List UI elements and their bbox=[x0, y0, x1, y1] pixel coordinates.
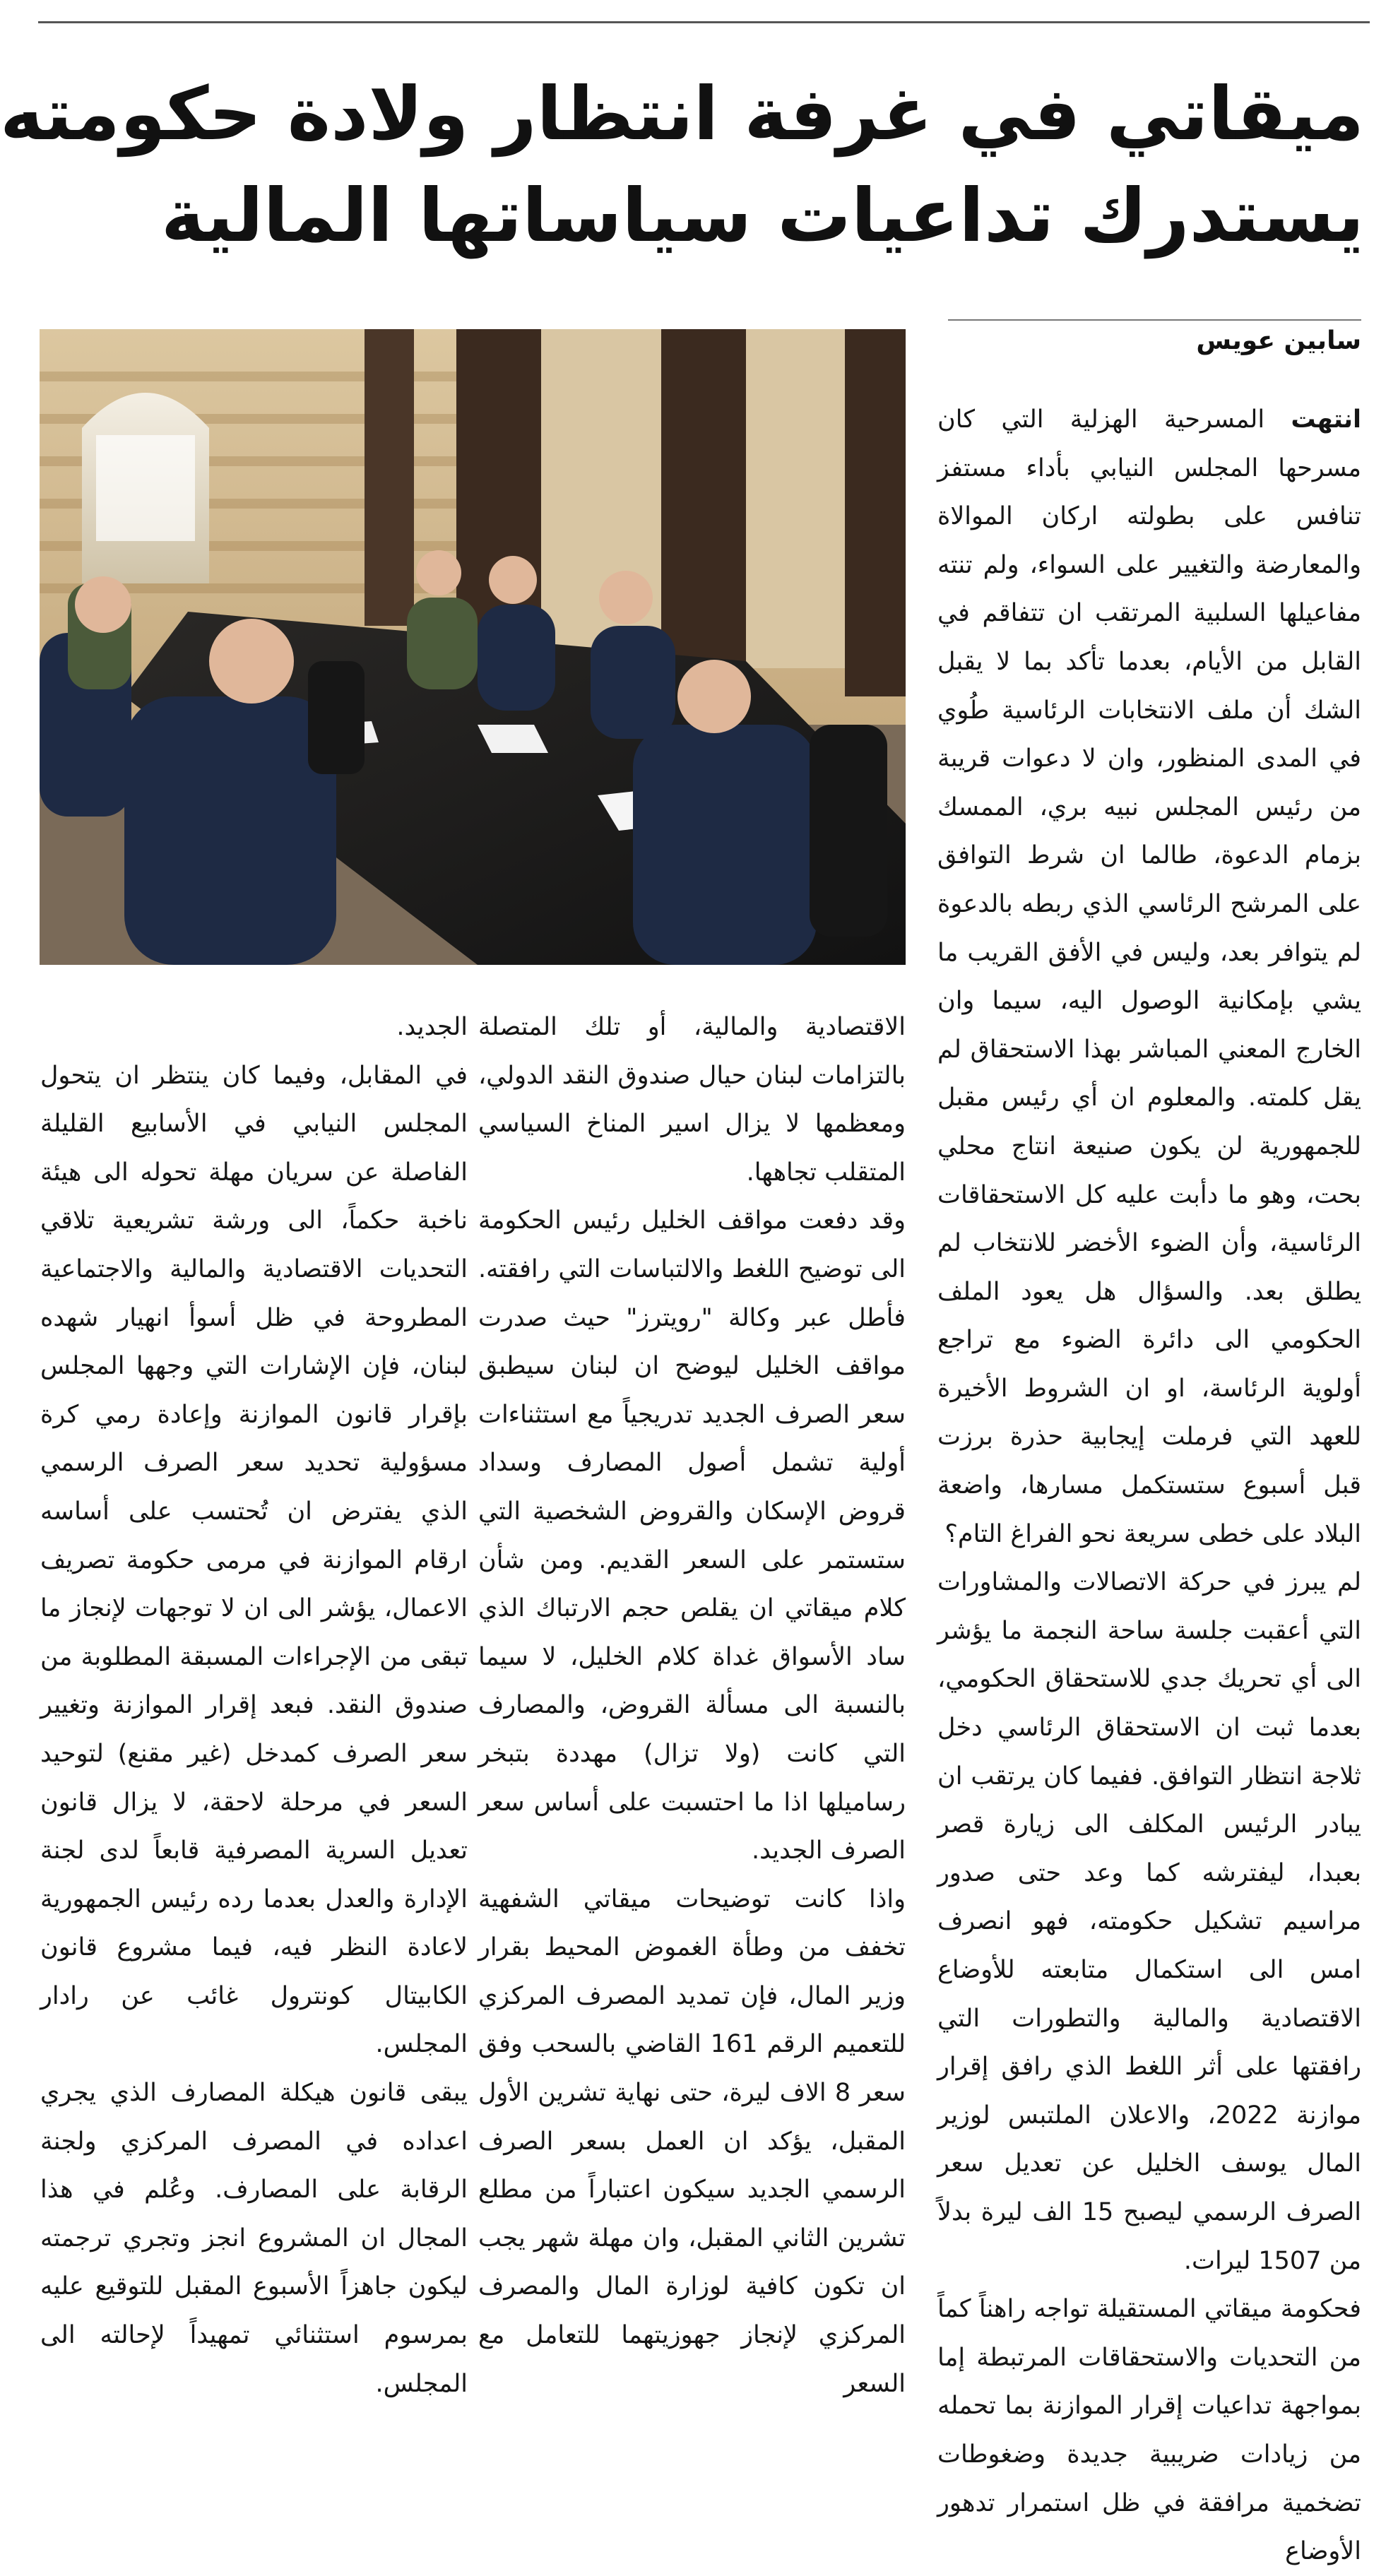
paragraph-2: لم يبرز في حركة الاتصالات والمشاورات التي أعقبت جلسة ساحة النجمة ما يؤشر الى أي تحريك جدي للاستحقاق الحكومي، بعدما ثبت ان الاستحقاق الرئاسي دخل ثلاجة انتظار التوافق. ففيما كان يرتقب ان يبادر الرئيس المكلف الى زيارة قصر بعبدا، ليفترشه كما وعد حتى صدور مراسيم تشكيل حكومته، فهو انصرف امس الى استكمال متابعته للأوضاع الاقتصادية والمالية والتطورات التي رافقتها على أثر اللغط الذي رافق إقرار موازنة 2022، والاعلان الملتبس لوزير المال يوسف الخليل عن تعديل سعر الصرف الرسمي ليصبح 15 الف ليرة بدلاً من 1507 ليرات. bbox=[937, 1568, 1361, 2275]
article-photo bbox=[40, 329, 906, 965]
article-column-middle bbox=[478, 1003, 906, 2398]
paragraph-1-text: المسرحية الهزلية التي كان مسرحها المجلس النيابي بأداء مستفز تنافس على بطولته اركان الموالاة والمعارضة والتغيير على السواء، ولم تنته مفاعيلها السلبية المرتقب ان تتفاقم في القابل من الأيام، بعدما تأكد بما لا يقبل الشك أن ملف الانتخابات الرئاسية طُوي في المدى المنظور، وان لا دعوات قريبة من رئيس المجلس نبيه بري، الممسك بزمام الدعوة، طالما ان شرط التوافق على المرشح الرئاسي الذي ربطه بالدعوة لم يتوافر بعد، وليس في الأفق القريب ما يشي بإمكانية الوصول اليه، سيما وان الخارج المعني المباشر بهذا الاستحقاق لم يقل كلمته. والمعلوم ان أي رئيس مقبل للجمهورية لن يكون صنيعة انتاج محلي بحت، وهو ما دأبت عليه كل الاستحقاقات الرئاسية، وأن الضوء الأخضر للانتخاب لم يطلق بعد. والسؤال هل يعود الملف الحكومي الى دائرة الضوء مع تراجع أولوية الرئاسة، او ان الشروط الأخيرة للعهد التي فرملت إيجابية حذرة برزت قبل أسبوع ستستكمل مسارها، واضعة البلاد على خطى سريعة نحو الفراغ التام؟ bbox=[937, 405, 1361, 1548]
headline-line-1: ميقاتي في غرفة انتظار ولادة حكومته bbox=[0, 71, 1364, 157]
paragraph-1 bbox=[937, 396, 1361, 1558]
meeting-photo-illustration bbox=[40, 329, 906, 965]
paragraph-8: في المقابل، وفيما كان ينتظر ان يتحول المجلس النيابي في الأسابيع القليلة الفاصلة عن سريان مهلة تحوله الى هيئة ناخبة حكماً، الى ورشة تشريعية تلاقي التحديات الاقتصادية والمالية والاجتماعية المطروحة في ظل أسوأ انهيار شهده لبنان، فإن الإشارات التي وجهها المجلس بإقرار قانون الموازنة وإعادة رمي كرة مسؤولية تحديد سعر الصرف الرسمي الذي يفترض ان تُحتسب على أساسه ارقام الموازنة في مرمى حكومة تصريف الاعمال، يؤشر الى ان لا توجهات لإنجاز ما تبقى من الإجراءات المسبقة المطلوبة من صندوق النقد. فبعد إقرار الموازنة وتغيير سعر الصرف كمدخل (غير مقنع) لتوحيد السعر في مرحلة لاحقة، لا يزال قانون تعديل السرية المصرفية قابعاً لدى لجنة الإدارة والعدل بعدما رده رئيس الجمهورية لاعادة النظر فيه، فيما مشروع قانون الكابيتال كونترول غائب عن رادار المجلس. bbox=[40, 1061, 468, 2059]
paragraph-4: الاقتصادية والمالية، أو تلك المتصلة بالتزامات لبنان حيال صندوق النقد الدولي، ومعظمها لا يزال اسير المناخ السياسي المتقلب تجاهها. bbox=[478, 1013, 906, 1187]
byline-rule bbox=[948, 319, 1361, 321]
article-column-left bbox=[40, 1003, 468, 2398]
paragraph-7: الجديد. bbox=[396, 1013, 468, 1041]
headline-line-2: يستدرك تداعيات سياساتها المالية bbox=[161, 172, 1364, 259]
article-column-right bbox=[937, 396, 1361, 2566]
lead-word: انتهت bbox=[1291, 405, 1361, 434]
paragraph-6: واذا كانت توضيحات ميقاتي الشفهية تخفف من وطأة الغموض المحيط بقرار وزير المال، فإن تمديد المصرف المركزي للتعميم الرقم 161 القاضي بالسحب وفق سعر 8 الاف ليرة، حتى نهاية تشرين الأول المقبل، يؤكد ان العمل بسعر الصرف الرسمي الجديد سيكون اعتباراً من مطلع تشرين الثاني المقبل، وان مهلة شهر يجب ان تكون كافية لوزارة المال والمصرف المركزي لإنجاز جهوزيتهما للتعامل مع السعر bbox=[478, 1884, 906, 2398]
paragraph-9: يبقى قانون هيكلة المصارف الذي يجري اعداده في المصرف المركزي ولجنة الرقابة على المصارف. وعُلم في هذا المجال ان المشروع انجز وتجري ترجمته ليكون جاهزاً الأسبوع المقبل للتوقيع عليه بمرسوم استثنائي تمهيداً لإحالته الى المجلس. bbox=[40, 2079, 468, 2398]
top-rule bbox=[38, 21, 1370, 23]
paragraph-5: وقد دفعت مواقف الخليل رئيس الحكومة الى توضيح اللغط والالتباسات التي رافقته. فأطل عبر وكالة "رويترز" حيث صدرت مواقف الخليل ليوضح ان لبنان سيطبق سعر الصرف الجديد تدريجياً مع استثناءات أولية تشمل أصول المصارف وسداد قروض الإسكان والقروض الشخصية التي ستستمر على السعر القديم. ومن شأن كلام ميقاتي ان يقلص حجم الارتباك الذي ساد الأسواق غداة كلام الخليل، لا سيما بالنسبة الى مسألة القروض، والمصارف التي كانت (ولا تزال) مهددة بتبخر رساميلها اذا ما احتسبت على أساس سعر الصرف الجديد. bbox=[478, 1206, 906, 1865]
headline bbox=[0, 64, 1364, 266]
byline: سابين عويس bbox=[1196, 326, 1361, 355]
paragraph-3: فحكومة ميقاتي المستقيلة تواجه راهناً كماً من التحديات والاستحقاقات المرتبطة إما بمواجهة تداعيات إقرار الموازنة بما تحمله من زيادات ضريبية جديدة وضغوطات تضخمية مرافقة في ظل استمرار تدهور الأوضاع bbox=[937, 2295, 1361, 2566]
